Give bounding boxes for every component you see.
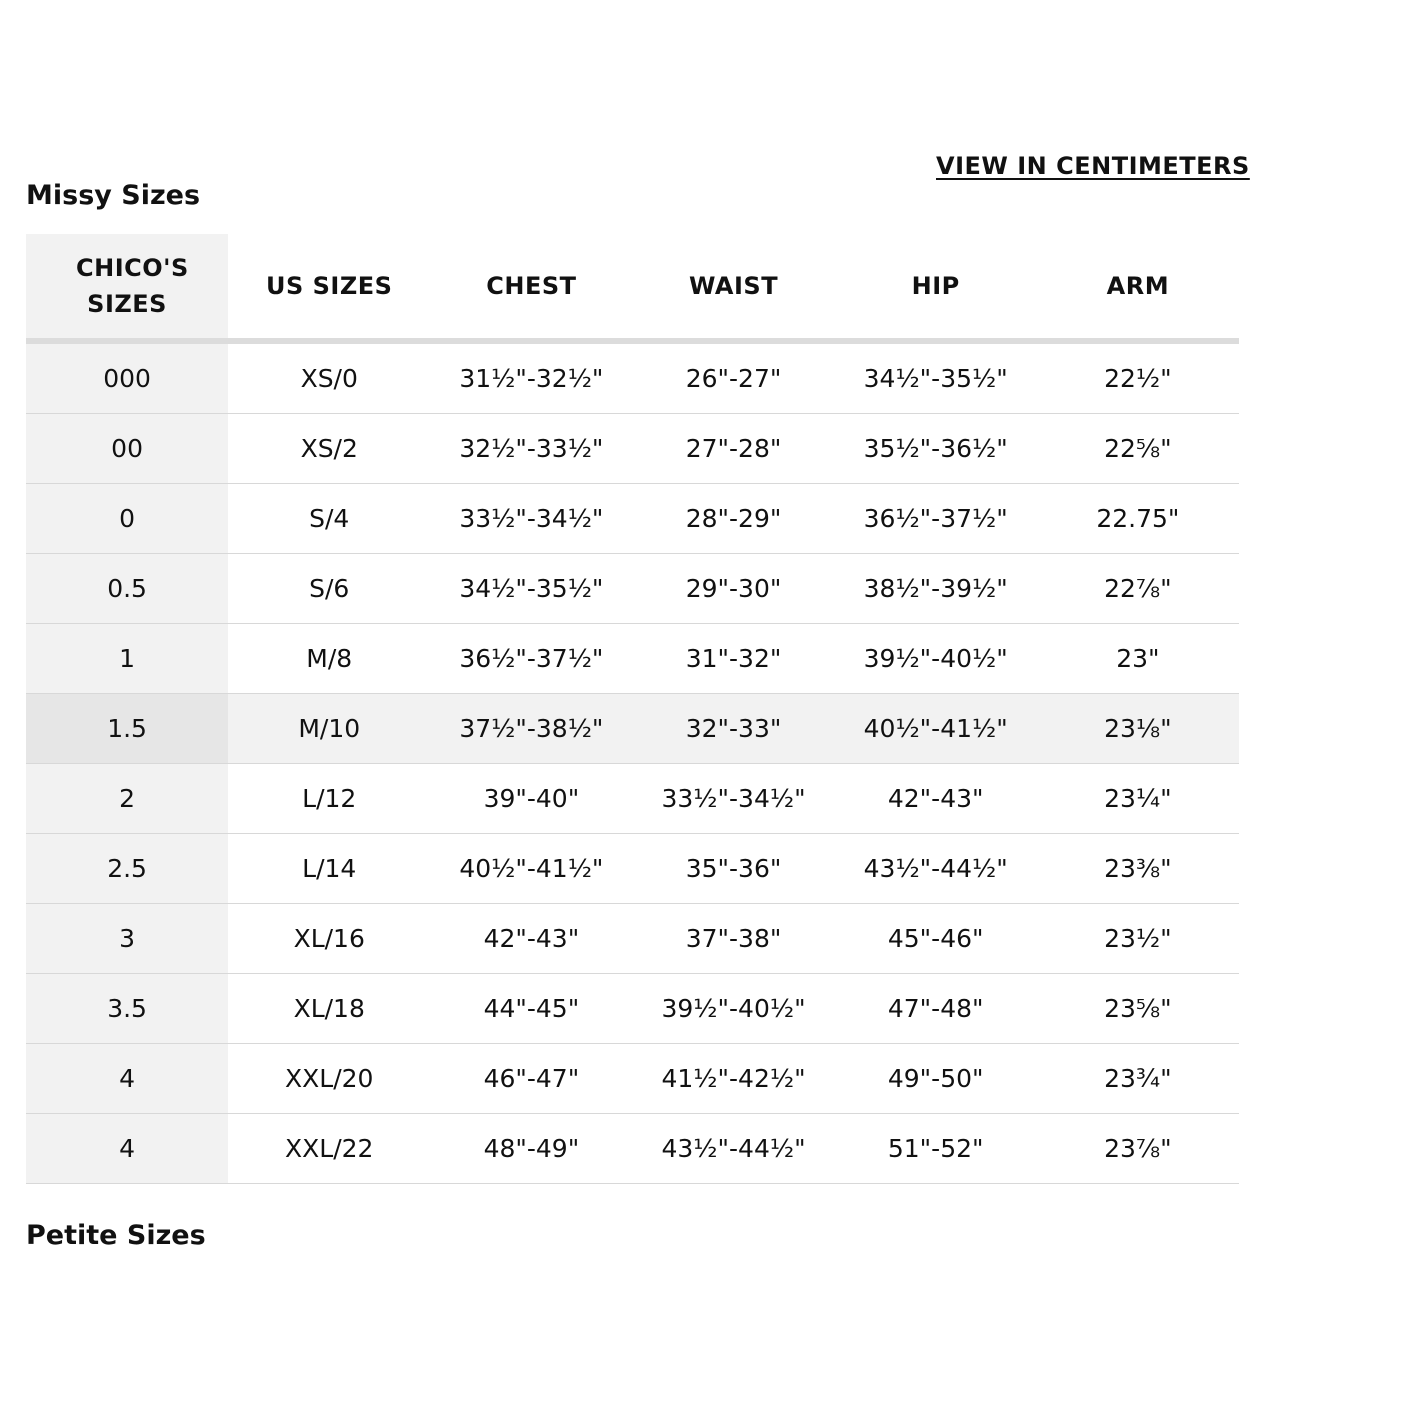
cell-chicos-size: 4 bbox=[26, 1044, 228, 1114]
cell-chest: 48"-49" bbox=[430, 1114, 632, 1184]
cell-hip: 51"-52" bbox=[835, 1114, 1037, 1184]
table-row bbox=[26, 414, 1239, 484]
cell-chicos-size: 2 bbox=[26, 764, 228, 834]
cell-hip: 39½"-40½" bbox=[835, 624, 1037, 694]
cell-chest: 36½"-37½" bbox=[430, 624, 632, 694]
cell-waist: 26"-27" bbox=[632, 341, 834, 414]
cell-us-size: XS/0 bbox=[228, 341, 430, 414]
table-row bbox=[26, 694, 1239, 764]
cell-chicos-size: 2.5 bbox=[26, 834, 228, 904]
cell-waist: 37"-38" bbox=[632, 904, 834, 974]
cell-arm: 23⅞" bbox=[1037, 1114, 1239, 1184]
cell-hip: 49"-50" bbox=[835, 1044, 1037, 1114]
cell-chest: 39"-40" bbox=[430, 764, 632, 834]
cell-arm: 23⅛" bbox=[1037, 694, 1239, 764]
cell-us-size: M/10 bbox=[228, 694, 430, 764]
table-row bbox=[26, 341, 1239, 414]
cell-chest: 40½"-41½" bbox=[430, 834, 632, 904]
cell-hip: 45"-46" bbox=[835, 904, 1037, 974]
petite-sizes-title[interactable]: Petite Sizes bbox=[26, 1220, 206, 1251]
cell-chest: 46"-47" bbox=[430, 1044, 632, 1114]
header-chest: CHEST bbox=[430, 234, 632, 341]
cell-us-size: L/14 bbox=[228, 834, 430, 904]
cell-chest: 32½"-33½" bbox=[430, 414, 632, 484]
table-row bbox=[26, 484, 1239, 554]
cell-chest: 37½"-38½" bbox=[430, 694, 632, 764]
cell-chicos-size: 1.5 bbox=[26, 694, 228, 764]
cell-chicos-size: 1 bbox=[26, 624, 228, 694]
cell-waist: 27"-28" bbox=[632, 414, 834, 484]
cell-us-size: S/6 bbox=[228, 554, 430, 624]
cell-arm: 23⅝" bbox=[1037, 974, 1239, 1044]
cell-us-size: M/8 bbox=[228, 624, 430, 694]
table-row bbox=[26, 764, 1239, 834]
cell-waist: 32"-33" bbox=[632, 694, 834, 764]
cell-chest: 42"-43" bbox=[430, 904, 632, 974]
table-row bbox=[26, 904, 1239, 974]
cell-us-size: XL/16 bbox=[228, 904, 430, 974]
cell-arm: 23¼" bbox=[1037, 764, 1239, 834]
table-row bbox=[26, 974, 1239, 1044]
cell-arm: 22½" bbox=[1037, 341, 1239, 414]
cell-waist: 43½"-44½" bbox=[632, 1114, 834, 1184]
cell-chicos-size: 0 bbox=[26, 484, 228, 554]
cell-hip: 47"-48" bbox=[835, 974, 1037, 1044]
cell-hip: 34½"-35½" bbox=[835, 341, 1037, 414]
cell-us-size: S/4 bbox=[228, 484, 430, 554]
cell-chicos-size: 0.5 bbox=[26, 554, 228, 624]
view-in-centimeters-link[interactable]: VIEW IN CENTIMETERS bbox=[936, 152, 1250, 180]
cell-waist: 35"-36" bbox=[632, 834, 834, 904]
table-row bbox=[26, 554, 1239, 624]
cell-hip: 36½"-37½" bbox=[835, 484, 1037, 554]
cell-arm: 23½" bbox=[1037, 904, 1239, 974]
cell-us-size: XL/18 bbox=[228, 974, 430, 1044]
cell-hip: 42"-43" bbox=[835, 764, 1037, 834]
cell-hip: 40½"-41½" bbox=[835, 694, 1037, 764]
cell-waist: 33½"-34½" bbox=[632, 764, 834, 834]
cell-chest: 34½"-35½" bbox=[430, 554, 632, 624]
cell-arm: 23¾" bbox=[1037, 1044, 1239, 1114]
cell-waist: 31"-32" bbox=[632, 624, 834, 694]
cell-chicos-size: 3.5 bbox=[26, 974, 228, 1044]
cell-arm: 22⅞" bbox=[1037, 554, 1239, 624]
missy-sizes-title: Missy Sizes bbox=[26, 180, 201, 211]
table-row bbox=[26, 624, 1239, 694]
header-waist: WAIST bbox=[632, 234, 834, 341]
cell-hip: 43½"-44½" bbox=[835, 834, 1037, 904]
cell-chicos-size: 00 bbox=[26, 414, 228, 484]
table-row bbox=[26, 834, 1239, 904]
cell-chicos-size: 4 bbox=[26, 1114, 228, 1184]
cell-us-size: XXL/20 bbox=[228, 1044, 430, 1114]
cell-hip: 38½"-39½" bbox=[835, 554, 1037, 624]
missy-size-table bbox=[26, 234, 1239, 1184]
table-row bbox=[26, 1114, 1239, 1184]
cell-chest: 31½"-32½" bbox=[430, 341, 632, 414]
table-row bbox=[26, 1044, 1239, 1114]
cell-hip: 35½"-36½" bbox=[835, 414, 1037, 484]
cell-us-size: XS/2 bbox=[228, 414, 430, 484]
cell-arm: 23" bbox=[1037, 624, 1239, 694]
cell-chest: 33½"-34½" bbox=[430, 484, 632, 554]
header-us-sizes: US SIZES bbox=[228, 234, 430, 341]
cell-arm: 23⅜" bbox=[1037, 834, 1239, 904]
cell-chest: 44"-45" bbox=[430, 974, 632, 1044]
cell-waist: 41½"-42½" bbox=[632, 1044, 834, 1114]
cell-arm: 22⅝" bbox=[1037, 414, 1239, 484]
header-chicos-sizes: CHICO'S SIZES bbox=[26, 234, 228, 341]
cell-chicos-size: 3 bbox=[26, 904, 228, 974]
cell-waist: 28"-29" bbox=[632, 484, 834, 554]
table-header-row bbox=[26, 234, 1239, 341]
header-hip: HIP bbox=[835, 234, 1037, 341]
cell-waist: 39½"-40½" bbox=[632, 974, 834, 1044]
cell-chicos-size: 000 bbox=[26, 341, 228, 414]
cell-us-size: L/12 bbox=[228, 764, 430, 834]
header-arm: ARM bbox=[1037, 234, 1239, 341]
cell-arm: 22.75" bbox=[1037, 484, 1239, 554]
cell-us-size: XXL/22 bbox=[228, 1114, 430, 1184]
cell-waist: 29"-30" bbox=[632, 554, 834, 624]
